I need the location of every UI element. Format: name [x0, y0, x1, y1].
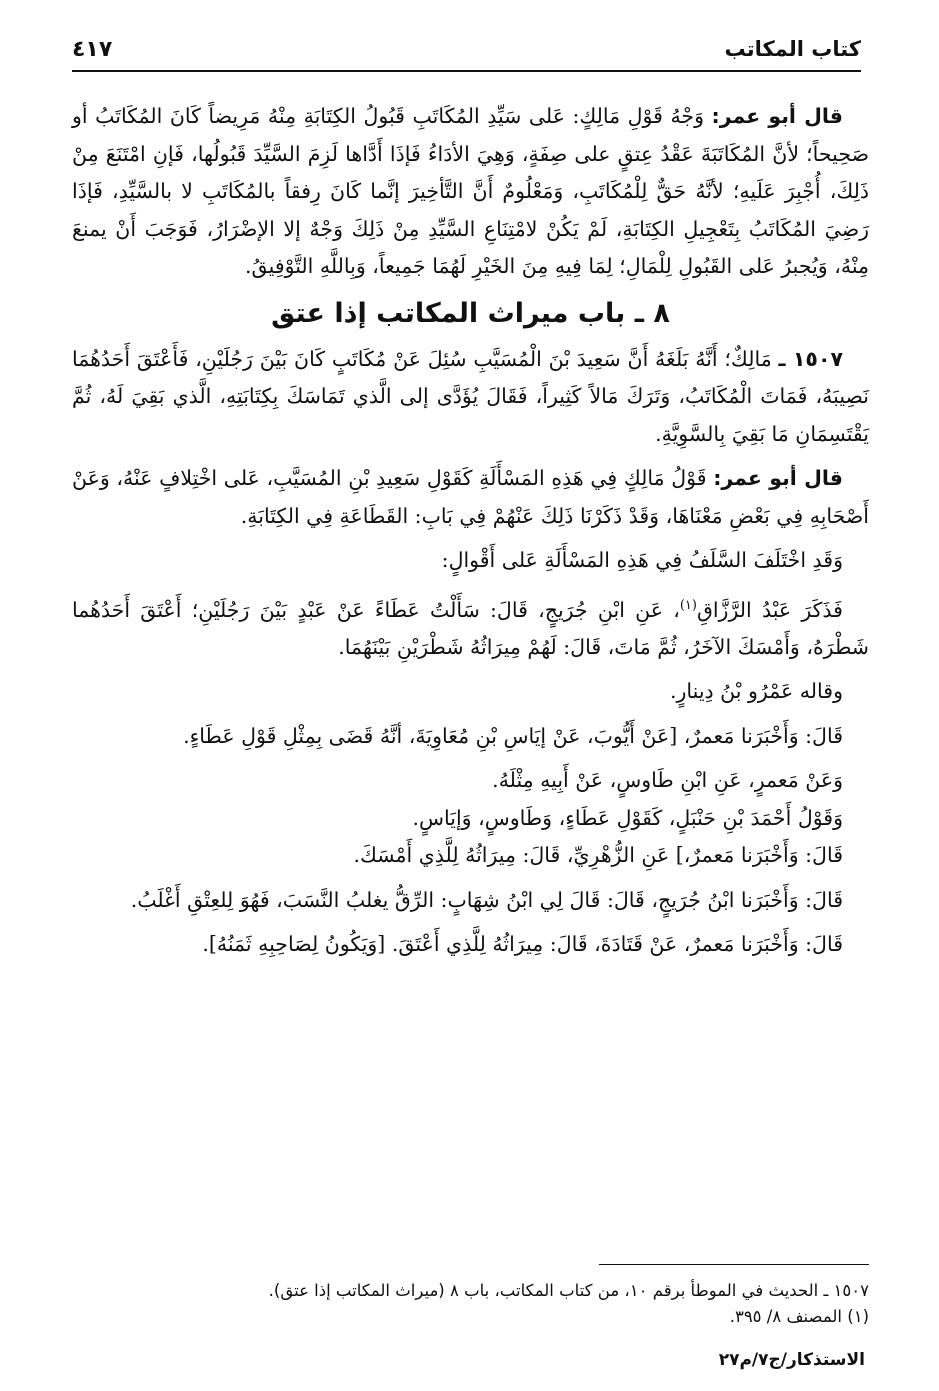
- paragraph-text: وَجْهُ قَوْلِ مَالِكٍ: عَلى سَيِّدِ المُكَاتَبِ قَبُولُ الكِتَابَةِ مِنْهُ مَرِيضاً كَانَ المُكَاتَبُ أو صَحِيحاً؛ لأنَّ المُكَاتَبَةَ عَقْدُ عِتقٍ على صِفَةٍ، وَهِيَ الأدَاءُ فَإذَا أَدَّاها لَزِمَ السَّيِّدَ قَبُولُها، فَإنِ امْتَنَعَ مِنْ ذَلِكَ، أُجْبِرَ عَلَيهِ؛ لأنَّهُ حَقٌّ لِلْمُكَاتَبِ، وَمَعْلُومٌ أَنَّ التَّأخِيرَ إنَّما كَانَ رِفقاً بالمُكَاتَبِ لا بالسَّيِّدِ، فَإذَا رَضِيَ المُكَاتَبُ بِتَعْجِيلِ الكِتَابَةِ، لَمْ يَكُنْ لامْتِنَاعِ السَّيِّدِ مِنْ ذَلِكَ وَجْهٌ إلا الإضْرَارُ، فَوَجَبَ أَنْ يمنعَ مِنْهُ، وَيُجبرُ عَلى القَبُولِ لِلْمَالِ؛ لِمَا فِيهِ مِنَ الخَيْرِ لَهُمَا جَمِيعاً، وَبِاللَّهِ التَّوْفِيقُ.: [72, 104, 869, 278]
- speaker-label: قال أبو عمر:: [711, 104, 843, 128]
- paragraph-text: ، عَنِ ابْنِ جُرَيجٍ، قَالَ: سَأَلْتُ عَطَاءً عَنْ عَبْدٍ بَيْنَ رَجُلَيْنِ؛ أَعْتَقَ أَحَدُهُما شَطْرَهُ، وَأَمْسَكَ الآخَرُ، ثُمَّ مَاتَ، قَالَ: لَهُمْ مِيرَاثُهُ شَطْرَيْنِ بَيْنَهُمَا.: [72, 597, 869, 659]
- footnotes: [72, 1278, 869, 1330]
- hadith-number: ١٥٠٧ ـ: [778, 346, 843, 371]
- footnote-ref: (١): [679, 597, 697, 613]
- printer-signature: الاستذكار/ج٧/م٢٧: [718, 1350, 865, 1370]
- footnote-hadith: ١٥٠٧ ـ الحديث في الموطأ برقم ١٠، من كتاب المكاتب، باب ٨ (ميراث المكاتب إذا عتق).: [268, 1281, 869, 1300]
- footnote-divider: [599, 1264, 869, 1265]
- paragraph-commentary-1: [72, 98, 869, 286]
- paragraph-qatada: قَالَ: وَأَخْبَرَنا مَعمرٌ، عَنْ قَتَادَةَ، قَالَ: مِيرَاثُهُ لِلَّذِي أَعْتَقَ. [وَيَكُونُ لِصَاحِبِهِ ثَمَنُهُ].: [202, 932, 843, 957]
- main-text: [72, 98, 869, 971]
- paragraph-zuhri: قَالَ: وَأَخْبَرَنا مَعمرٌ،] عَنِ الزُّهْرِيِّ، قَالَ: مِيرَاثُهُ لِلَّذِي أَمْسَكَ.: [353, 843, 843, 868]
- hadith-paragraph: [72, 341, 869, 454]
- speaker-label: قال أبو عمر:: [713, 466, 843, 490]
- paragraph-ibn-shihab: قَالَ: وَأَخْبَرَنا ابْنُ جُرَيجٍ، قَالَ: قَالَ لِي ابْنُ شِهَابٍ: الرِّقُّ يغلبُ النَّسَبَ، فَهُوَ لِلعِتْقِ أَغْلَبُ.: [130, 887, 843, 912]
- running-title: كتاب المكاتب: [724, 37, 861, 61]
- paragraph-ahmad: وَقَوْلُ أَحْمَدَ بْنِ حَنْبَلٍ، كَقَوْلِ عَطَاءٍ، وَطَاوسٍ، وَإيَاسٍ.: [412, 805, 843, 830]
- page-number: ٤١٧: [72, 36, 113, 62]
- paragraph-text: قَوْلُ مَالِكٍ فِي هَذِهِ المَسْأَلَةِ كَقَوْلِ سَعِيدِ بْنِ المُسَيَّبِ، عَلى اخْتِلافٍ عَنْهُ، وَعَنْ أَصْحَابِهِ فِي بَعْضِ مَعْنَاهَا، وَقَدْ ذَكَرْنَا ذَلِكَ عَنْهُمْ فِي بَابِ: القَطَاعَةِ فِي الكِتَابَةِ.: [72, 466, 869, 528]
- footnote-1: (١) المصنف ٨/ ٣٩٥.: [729, 1307, 869, 1326]
- paragraph-text: فَذَكَرَ عَبْدُ الرَّزَّاقِ: [696, 597, 843, 622]
- paragraph-iyas: قَالَ: وَأَخْبَرَنا مَعمرٌ، [عَنْ أَيُّوبَ، عَنْ إيَاسِ بْنِ مُعَاوِيَةَ، أنَّهُ قَضَى بِمِثْلِ قَوْلِ عَطَاءٍ.: [183, 723, 843, 748]
- paragraph-tawus: وَعَنْ مَعمرٍ، عَنِ ابْنِ طَاوسٍ، عَنْ أَبِيهِ مِثْلَهُ.: [492, 768, 843, 793]
- page-header: [72, 28, 861, 72]
- paragraph-opinions-intro: وَقَدِ اخْتَلَفَ السَّلَفُ فِي هَذِهِ المَسْأَلَةِ عَلى أَقْوالٍ:: [441, 548, 843, 572]
- section-heading: ٨ ـ باب ميراث المكاتب إذا عتق: [271, 297, 670, 329]
- paragraph-abdulrazzaq: [72, 587, 869, 667]
- paragraph-commentary-2: [72, 460, 869, 535]
- hadith-text: مَالِكٌ؛ أَنَّهُ بَلَغَهُ أَنَّ سَعِيدَ بْنَ الْمُسَيَّبِ سُئِلَ عَنْ مُكَاتَبٍ كَانَ بَيْنَ رَجُلَيْنِ، فَأَعْتَقَ أَحَدُهُمَا نَصِيبَهُ، فَمَاتَ الْمُكَاتَبُ، وَتَرَكَ مَالاً كَثِيراً، فَقَالَ يُؤَدَّى إلى الَّذي تَمَاسَكَ بِكِتَابَتِهِ، الَّذي بَقِيَ لَهُ، ثُمَّ يَقْتَسِمَانِ مَا بَقِيَ بِالسَّوِيَّةِ.: [72, 346, 869, 446]
- paragraph-amr: وقاله عَمْرُو بْنُ دِينارٍ.: [669, 679, 843, 704]
